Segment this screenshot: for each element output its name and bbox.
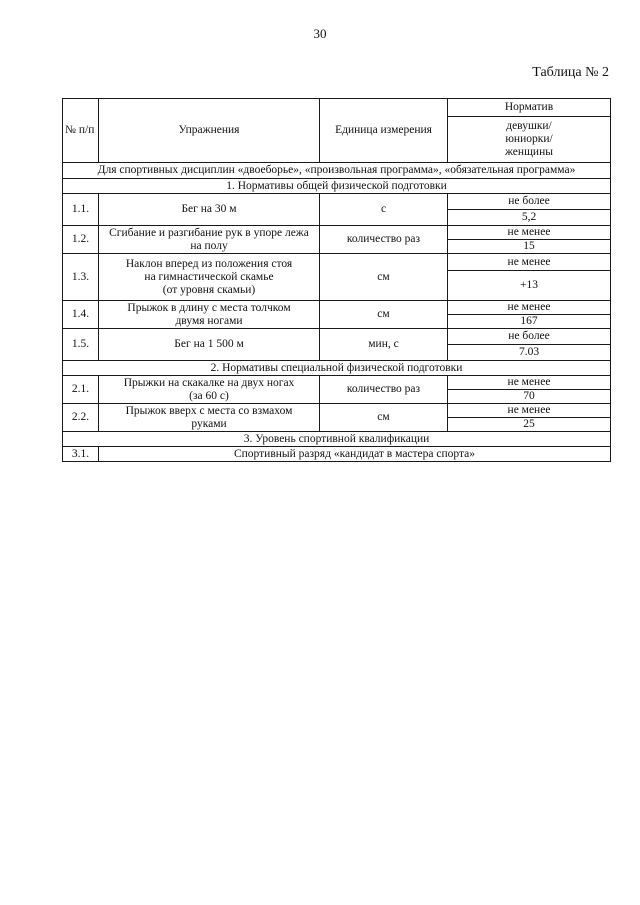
- disciplines-row: [63, 163, 611, 179]
- unit: с: [320, 194, 448, 226]
- unit: см: [320, 404, 448, 432]
- exercise-line: Бег на 1 500 м: [174, 338, 244, 350]
- exercise-name: [99, 329, 320, 361]
- header-norm-line: женщины: [505, 146, 553, 158]
- exercise-line: двумя ногами: [175, 314, 243, 327]
- exercise-line: (за 60 с): [189, 389, 229, 402]
- section-title: 1. Нормативы общей физической подготовки: [63, 179, 611, 194]
- norm-condition: не менее: [448, 301, 611, 315]
- header-row: [63, 99, 611, 117]
- header-norm-line: девушки/: [506, 120, 552, 132]
- sections-body: [63, 179, 611, 462]
- row-number: 2.2.: [63, 404, 99, 432]
- header-norm: Норматив: [448, 99, 611, 117]
- exercise-line: на гимнастической скамье: [144, 270, 274, 283]
- exercise-line: Прыжок вверх с места со взмахом: [125, 404, 293, 417]
- norm-value: 5,2: [448, 210, 611, 226]
- norm-value: 7.03: [448, 345, 611, 361]
- row-number: 1.1.: [63, 194, 99, 226]
- header-exercise: Упражнения: [99, 99, 320, 163]
- norm-value: 25: [448, 418, 611, 432]
- norm-condition: не менее: [448, 226, 611, 240]
- table-caption: Таблица № 2: [532, 65, 609, 80]
- table-row: [63, 329, 611, 345]
- unit: количество раз: [320, 226, 448, 254]
- row-number: 1.2.: [63, 226, 99, 254]
- exercise-name: [99, 376, 320, 404]
- exercise-line: Бег на 30 м: [181, 203, 237, 215]
- row-number: 1.4.: [63, 301, 99, 329]
- row-number: 3.1.: [63, 447, 99, 462]
- page-number: 30: [313, 26, 327, 41]
- table-row: [63, 226, 611, 240]
- exercise-name: [99, 404, 320, 432]
- table-row: [63, 447, 611, 462]
- section-title-row: [63, 179, 611, 194]
- section-title-row: [63, 432, 611, 447]
- unit: мин, с: [320, 329, 448, 361]
- exercise-name: [99, 194, 320, 226]
- table-row: [63, 194, 611, 210]
- norm-condition: не менее: [448, 376, 611, 390]
- section-title-row: [63, 361, 611, 376]
- exercise-line: Прыжок в длину с места толчком: [127, 301, 291, 314]
- header-num: № п/п: [63, 99, 99, 163]
- section-title: 3. Уровень спортивной квалификации: [63, 432, 611, 447]
- norm-condition: не более: [448, 329, 611, 345]
- norms-table: [62, 98, 611, 462]
- exercise-line: Сгибание и разгибание рук в упоре лежа: [109, 226, 309, 239]
- exercise-line: руками: [191, 417, 227, 430]
- norm-value: 15: [448, 240, 611, 254]
- header-unit: Единица измерения: [320, 99, 448, 163]
- table-row: [63, 404, 611, 418]
- row-number: 1.5.: [63, 329, 99, 361]
- disciplines-text: Для спортивных дисциплин «двоеборье», «произвольная программа», «обязательная программа»: [63, 163, 611, 179]
- norm-value: 167: [448, 315, 611, 329]
- exercise-line: Прыжки на скакалке на двух ногах: [123, 376, 295, 389]
- qualification-text: Спортивный разряд «кандидат в мастера спорта»: [99, 447, 611, 462]
- norm-value: +13: [448, 271, 611, 301]
- exercise-line: (от уровня скамьи): [162, 283, 256, 296]
- exercise-line: на полу: [190, 239, 228, 252]
- exercise-name: [99, 254, 320, 301]
- exercise-line: Наклон вперед из положения стоя: [125, 257, 293, 270]
- norm-condition: не менее: [448, 254, 611, 271]
- norm-value: 70: [448, 390, 611, 404]
- unit: см: [320, 254, 448, 301]
- exercise-name: [99, 226, 320, 254]
- table-row: [63, 376, 611, 390]
- row-number: 2.1.: [63, 376, 99, 404]
- header-norm-line: юниорки/: [505, 133, 553, 145]
- section-title: 2. Нормативы специальной физической подготовки: [63, 361, 611, 376]
- norm-condition: не менее: [448, 404, 611, 418]
- table-row: [63, 301, 611, 315]
- table-row: [63, 254, 611, 271]
- row-number: 1.3.: [63, 254, 99, 301]
- norm-condition: не более: [448, 194, 611, 210]
- unit: количество раз: [320, 376, 448, 404]
- unit: см: [320, 301, 448, 329]
- header-norm-category: [448, 117, 611, 163]
- exercise-name: [99, 301, 320, 329]
